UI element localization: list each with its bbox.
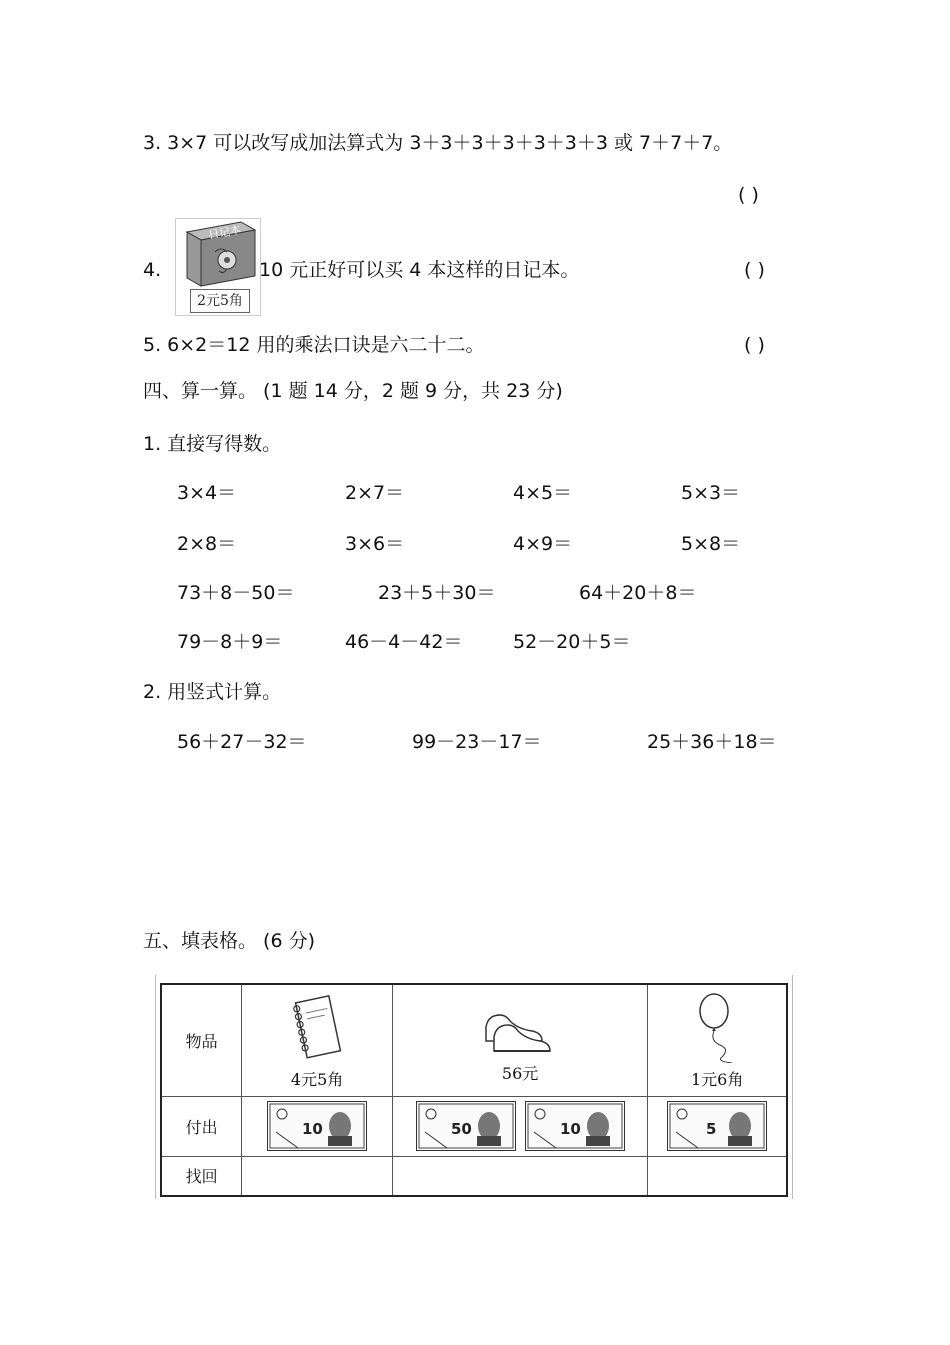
banknote-image	[667, 1101, 767, 1151]
calc-expression[interactable]: 4×9＝	[513, 533, 573, 555]
row-label-items: 物品	[161, 984, 242, 1096]
question-4-number: 4.	[143, 259, 162, 281]
item-price-balloon: 1元6角	[690, 1069, 744, 1089]
calc-expression[interactable]: 64＋20＋8＝	[579, 582, 697, 604]
item-price-notebook: 4元5角	[290, 1069, 344, 1089]
item-price-shoes: 56元	[501, 1063, 539, 1083]
vertical-calc-expression[interactable]: 56＋27－32＝	[177, 731, 307, 753]
calc-expression[interactable]: 23＋5＋30＝	[378, 582, 496, 604]
section-5-heading: 五、填表格。 (6 分)	[143, 930, 315, 952]
calc-expression[interactable]: 73＋8－50＝	[177, 582, 295, 604]
paid-cell-shoes	[392, 1096, 647, 1156]
banknote-image	[416, 1101, 516, 1151]
section-4-q2-title: 2. 用竖式计算。	[143, 681, 282, 703]
calc-expression[interactable]: 52－20＋5＝	[513, 631, 631, 653]
notebook-icon	[287, 991, 347, 1063]
question-4-text: 10 元正好可以买 4 本这样的日记本。	[259, 259, 580, 281]
calc-expression[interactable]: 3×6＝	[345, 533, 405, 555]
question-3-answer-paren[interactable]: ( )	[738, 184, 759, 206]
change-answer-cell[interactable]	[392, 1156, 647, 1196]
vertical-calc-expression[interactable]: 99－23－17＝	[412, 731, 542, 753]
item-cell-balloon	[648, 984, 787, 1096]
item-cell-notebook	[242, 984, 393, 1096]
row-label-change: 找回	[161, 1156, 242, 1196]
banknote-value: 10	[559, 1120, 581, 1138]
item-cell-shoes	[392, 984, 647, 1096]
vertical-calc-expression[interactable]: 25＋36＋18＝	[647, 731, 777, 753]
banknote-value: 5	[706, 1120, 717, 1138]
calc-expression[interactable]: 5×8＝	[681, 533, 741, 555]
question-5-text: 5. 6×2＝12 用的乘法口诀是六二十二。	[143, 334, 485, 356]
calc-expression[interactable]: 2×8＝	[177, 533, 237, 555]
price-change-table	[160, 983, 788, 1197]
paid-cell-notebook	[242, 1096, 393, 1156]
calc-expression[interactable]: 79－8＋9＝	[177, 631, 283, 653]
paid-cell-balloon	[648, 1096, 787, 1156]
diary-book-title: 日记本	[207, 223, 242, 242]
balloon-icon	[692, 991, 742, 1063]
shoes-icon	[480, 997, 560, 1057]
banknote-image	[267, 1101, 367, 1151]
question-5-answer-paren[interactable]: ( )	[744, 334, 765, 356]
calc-expression[interactable]: 2×7＝	[345, 482, 405, 504]
change-answer-cell[interactable]	[648, 1156, 787, 1196]
calc-expression[interactable]: 46－4－42＝	[345, 631, 463, 653]
calc-expression[interactable]: 4×5＝	[513, 482, 573, 504]
section-4-heading: 四、算一算。 (1 题 14 分，2 题 9 分，共 23 分)	[143, 380, 563, 402]
section-4-q1-title: 1. 直接写得数。	[143, 433, 282, 455]
diary-price-tag: 2元5角	[190, 289, 250, 313]
question-4-answer-paren[interactable]: ( )	[744, 259, 765, 281]
row-label-paid: 付出	[161, 1096, 242, 1156]
change-answer-cell[interactable]	[242, 1156, 393, 1196]
calc-expression[interactable]: 3×4＝	[177, 482, 237, 504]
banknote-value: 50	[450, 1120, 472, 1138]
banknote-value: 10	[302, 1120, 323, 1138]
banknote-image	[525, 1101, 625, 1151]
question-3-text: 3. 3×7 可以改写成加法算式为 3＋3＋3＋3＋3＋3＋3 或 7＋7＋7。	[143, 132, 733, 154]
calc-expression[interactable]: 5×3＝	[681, 482, 741, 504]
